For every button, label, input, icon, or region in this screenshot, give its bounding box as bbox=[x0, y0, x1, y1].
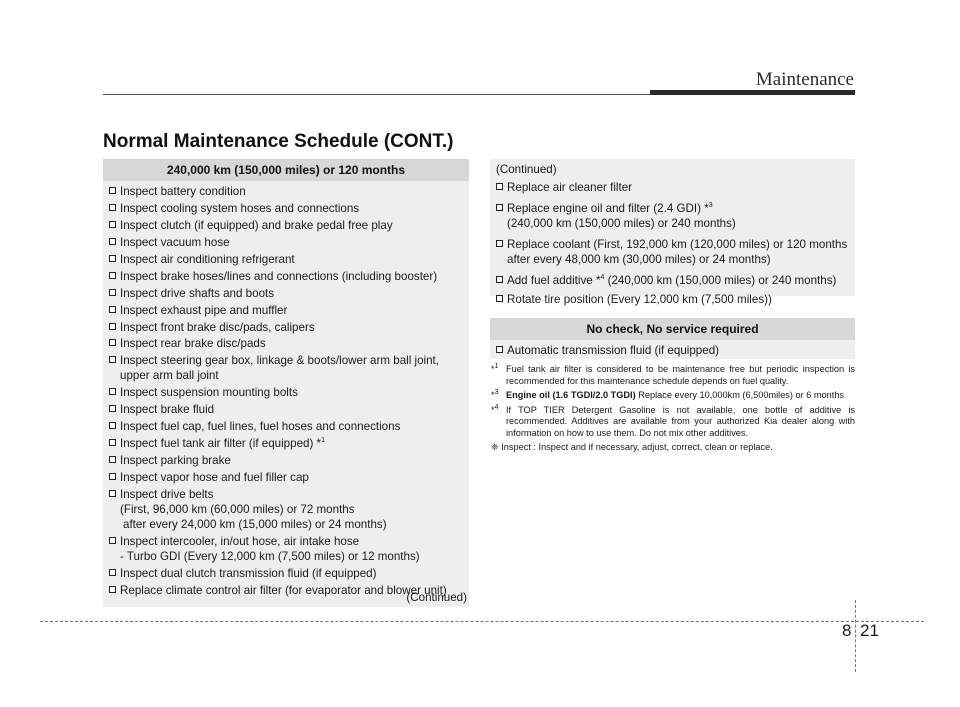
footnote-mark: *$^4$ bbox=[491, 403, 499, 415]
no-service-table bbox=[490, 318, 855, 359]
checkbox-icon bbox=[109, 306, 116, 313]
checkbox-icon bbox=[109, 187, 116, 194]
page-number: 21 bbox=[860, 621, 879, 640]
table-heading: No check, No service required bbox=[490, 318, 855, 340]
inspect-definition: ❈ Inspect : Inspect and if necessary, adjust, correct, clean or replace. bbox=[491, 442, 773, 452]
footnote-ref: 4 bbox=[600, 274, 605, 282]
checkbox-icon bbox=[109, 238, 116, 245]
checkbox-icon bbox=[496, 204, 503, 211]
list-item: Inspect parking brake bbox=[109, 453, 463, 468]
checkbox-icon bbox=[109, 439, 116, 446]
list-item: Automatic transmission fluid (if equipped) bbox=[496, 343, 849, 358]
checkbox-icon bbox=[109, 356, 116, 363]
list-item: Inspect clutch (if equipped) and brake pedal free play bbox=[109, 218, 463, 233]
checkbox-icon bbox=[496, 295, 503, 302]
list-item: Inspect intercooler, in/out hose, air intake hose - Turbo GDI (Every 12,000 km (7,500 miles) or 12 months) bbox=[109, 534, 463, 564]
list-item: Inspect dual clutch transmission fluid (if equipped) bbox=[109, 566, 463, 581]
footnote: *$^4$ If TOP TIER Detergent Gasoline is not available, one bottle of additive is recommended. Additives are available from your authorized Kia dealer along with information on how to use them. Do not mix other additives. bbox=[491, 403, 855, 438]
checkbox-icon bbox=[109, 473, 116, 480]
continued-label: (Continued) bbox=[406, 591, 467, 604]
checkbox-icon bbox=[496, 183, 503, 190]
item-detail: (240,000 km (150,000 miles) or 240 months) bbox=[507, 217, 736, 230]
list-item: Inspect front brake disc/pads, calipers bbox=[109, 320, 463, 335]
list-item: Inspect drive belts (First, 96,000 km (60,000 miles) or 72 months after every 24,000 km (15,000 miles) or 24 months) bbox=[109, 487, 463, 532]
section-title: Normal Maintenance Schedule (CONT.) bbox=[103, 131, 454, 152]
checkbox-icon bbox=[109, 422, 116, 429]
chapter-number: 8 bbox=[842, 621, 852, 640]
continued-label: (Continued) bbox=[496, 163, 557, 176]
item-detail: - Turbo GDI (Every 12,000 km (7,500 miles) or 12 months) bbox=[120, 549, 420, 563]
checkbox-icon bbox=[109, 289, 116, 296]
checkbox-icon bbox=[109, 323, 116, 330]
list-item: Inspect fuel tank air filter (if equipped) *$^1$ bbox=[109, 436, 463, 451]
footnotes bbox=[491, 364, 855, 454]
list-item: Inspect drive shafts and boots bbox=[109, 286, 463, 301]
list-item: Replace climate control air filter (for evaporator and blower unit) bbox=[109, 583, 463, 598]
checkbox-icon bbox=[109, 388, 116, 395]
list-item: Inspect battery condition bbox=[109, 184, 463, 199]
checkbox-icon bbox=[109, 272, 116, 279]
checkbox-icon bbox=[109, 569, 116, 576]
list-item: Replace air cleaner filter bbox=[496, 180, 849, 195]
checkbox-icon bbox=[109, 255, 116, 262]
footer-rule bbox=[40, 621, 924, 622]
footnote-mark: *$^3$ bbox=[491, 388, 499, 400]
list-item: Inspect air conditioning refrigerant bbox=[109, 252, 463, 267]
list-item: Inspect fuel cap, fuel lines, fuel hoses and connections bbox=[109, 419, 463, 434]
checkbox-icon bbox=[109, 339, 116, 346]
checkbox-icon bbox=[109, 586, 116, 593]
checkbox-icon bbox=[109, 490, 116, 497]
list-item: Inspect brake hoses/lines and connections (including booster) bbox=[109, 269, 463, 284]
item-detail: (First, 96,000 km (60,000 miles) or 72 months bbox=[120, 502, 355, 516]
header-accent-bar bbox=[650, 90, 855, 95]
footer-divider bbox=[855, 600, 856, 672]
footnote: *$^1$ Fuel tank air filter is considered to be maintenance free but periodic inspection is recommended for this maintenance schedule depends on fuel quality. bbox=[491, 362, 855, 386]
footnote-mark: *$^1$ bbox=[491, 362, 499, 374]
item-detail: after every 24,000 km (15,000 miles) or 24 months) bbox=[123, 517, 387, 531]
checkbox-icon bbox=[109, 456, 116, 463]
list-item: Replace coolant (First, 192,000 km (120,000 miles) or 120 months after every 48,000 km (30,000 miles) or 24 months) bbox=[496, 237, 849, 267]
table-heading: 240,000 km (150,000 miles) or 120 months bbox=[103, 159, 469, 181]
list-item: Inspect exhaust pipe and muffler bbox=[109, 303, 463, 318]
list-item: Inspect vapor hose and fuel filler cap bbox=[109, 470, 463, 485]
list-item: Inspect suspension mounting bolts bbox=[109, 385, 463, 400]
checkbox-icon bbox=[109, 405, 116, 412]
list-item: Inspect steering gear box, linkage & boots/lower arm ball joint, upper arm ball joint bbox=[109, 353, 463, 383]
list-item: Inspect rear brake disc/pads bbox=[109, 336, 463, 351]
checkbox-icon bbox=[109, 221, 116, 228]
list-item: Rotate tire position (Every 12,000 km (7,500 miles)) bbox=[496, 292, 849, 307]
running-header: Maintenance bbox=[755, 69, 854, 90]
footnote: *$^3$ Engine oil (1.6 TGDI/2.0 TGDI) Replace every 10,000km (6,500miles) or 6 months bbox=[491, 388, 845, 400]
checkbox-icon bbox=[496, 276, 503, 283]
maintenance-table-continued bbox=[490, 159, 855, 306]
checkbox-icon bbox=[496, 346, 503, 353]
list-item: Add fuel additive *$^4$ (240,000 km (150,000 miles) or 240 months) bbox=[496, 273, 849, 288]
checkbox-icon bbox=[496, 240, 503, 247]
maintenance-table-240k bbox=[103, 159, 469, 607]
list-item: Inspect cooling system hoses and connections bbox=[109, 201, 463, 216]
list-item: Replace engine oil and filter (2.4 GDI) *$^3$ (240,000 km (150,000 miles) or 240 months) bbox=[496, 201, 849, 231]
list-item: Inspect vacuum hose bbox=[109, 235, 463, 250]
checkbox-icon bbox=[109, 204, 116, 211]
list-item: Inspect brake fluid bbox=[109, 402, 463, 417]
footnote-ref: 1 bbox=[321, 437, 325, 445]
footnote-ref: 3 bbox=[708, 202, 713, 210]
checkbox-icon bbox=[109, 537, 116, 544]
